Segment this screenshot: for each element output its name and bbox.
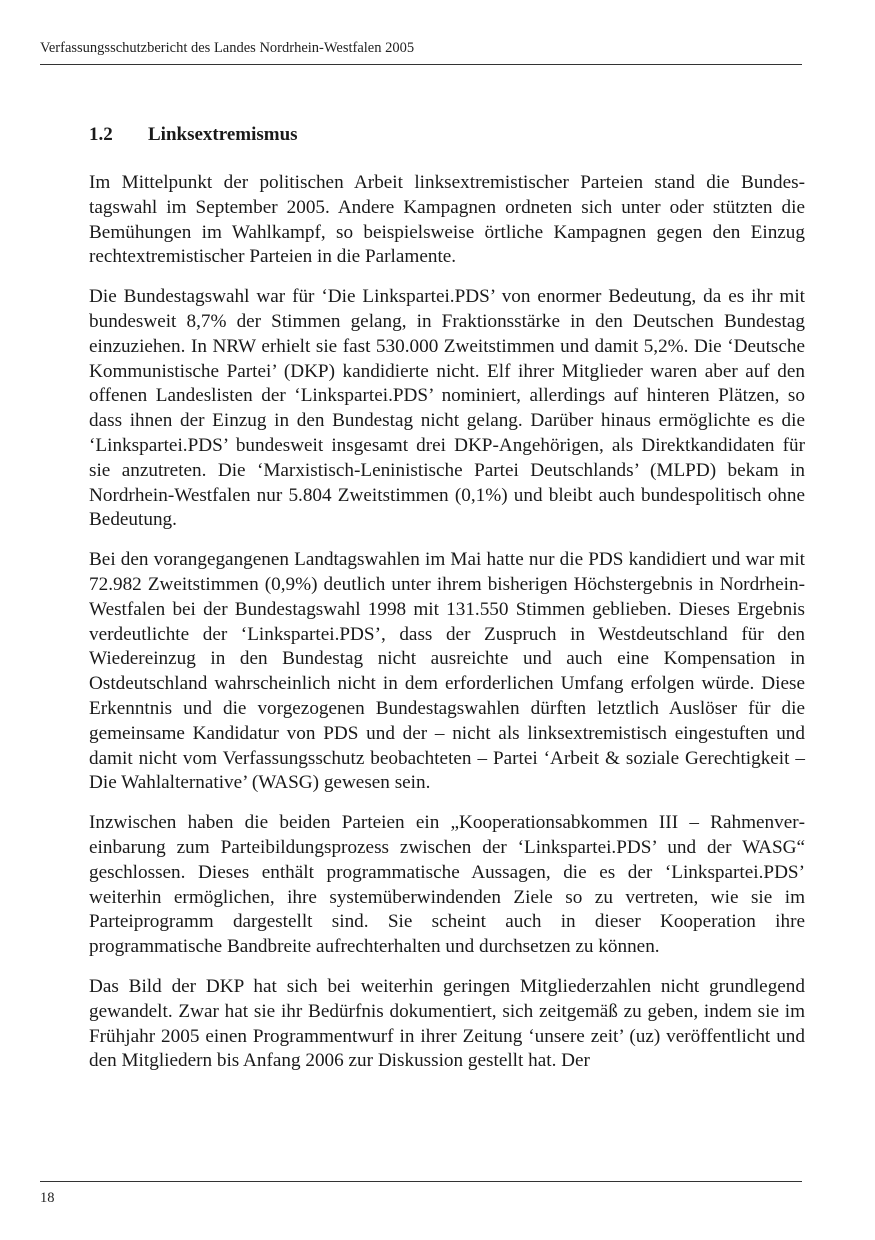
- section-number: 1.2: [89, 124, 113, 145]
- paragraph-cooperation-agreement: Inzwischen haben die beiden Parteien ein „Kooperationsabkommen III – Rahmenvereinbarung zum Parteibildungsprozess zwischen der ‘Linkspartei.PDS’ und der WASG“ geschlossen. Dieses enthält programmatische Aussagen, die es der ‘Linkspartei.PDS’ weiterhin ermöglichen, ihre systemüberwindenden Ziele so zu vertreten, wie sie im Parteiprogramm dargestellt sind. Sie scheint auch in dieser Kooperation ihre programmatische Bandbreite aufrechterhalten und durchsetzen zu können.: [89, 812, 805, 958]
- paragraph-election-campaign: Im Mittelpunkt der politischen Arbeit linksextremistischer Parteien stand die Bundestagswahl im September 2005. Andere Kampagnen ordneten sich unter oder stützten die Bemühungen im Wahlkampf, so beispielsweise örtliche Kampagnen gegen den Einzug rechtextremistischer Parteien in die Parlamente.: [89, 172, 805, 268]
- paragraph-dkp-image: Das Bild der DKP hat sich bei weiterhin geringen Mitgliederzahlen nicht grundlegend gewandelt. Zwar hat sie ihr Bedürfnis dokumentiert, sich zeitgemäß zu geben, indem sie im Frühjahr 2005 einen Programmentwurf in ihrer Zeitung ‘unsere zeit’ (uz) veröffentlicht und den Mitgliedern bis Anfang 2006 zur Diskussion gestellt hat. Der: [89, 975, 805, 1072]
- header-rule: [40, 64, 802, 65]
- paragraph-bundestag-results: Die Bundestagswahl war für ‘Die Linkspartei.PDS’ von enormer Bedeutung, da es ihr mit bundesweit 8,7% der Stimmen gelang, in Fraktionsstärke in den Deutschen Bundestag einzuziehen. In NRW erhielt sie fast 530.000 Zweitstimmen und damit 5,2%. Die ‘Deutsche Kommunistische Partei’ (DKP) kandidierte nicht. Elf ihrer Mitglieder waren aber auf den offenen Landeslisten der ‘Linkspartei.PDS’ nominiert, allerdings auf hinteren Plätzen, so dass ihnen der Einzug in den Bundestag nicht gelang. Darüber hinaus ermöglichte es die ‘Linkspartei.PDS’ bundesweit insgesamt drei DKP-Angehörigen, als Direktkandidaten für sie anzutreten. Die ‘Marxistisch-Leninistische Partei Deutschlands’ (MLPD) bekam in Nordrhein-Westfalen nur 5.804 Zweitstimmen (0,1%) und bleibt auch bundespolitisch ohne Bedeutung.: [89, 286, 805, 531]
- paragraph-landtag-results: Bei den vorangegangenen Landtagswahlen im Mai hatte nur die PDS kandidiert und war mit 72.982 Zweitstimmen (0,9%) deutlich unter ihrem bisherigen Höchstergebnis in Nordrhein-Westfalen bei der Bundestagswahl 1998 mit 131.550 Stimmen geblieben. Dieses Ergebnis verdeutlichte der ‘Linkspartei.PDS’, dass der Zuspruch in Westdeutschland für den Wiedereinzug in den Bundestag nicht ausreichte und auch eine Kompensation in Ostdeutschland wahrscheinlich nicht in dem erforderlichen Umfang erfolgen würde. Diese Erkenntnis und die vorgezogenen Bundestagswahlen dürften letztlich Auslöser für die gemeinsame Kandidatur von PDS und der – nicht als linksextremistisch eingestuften und damit nicht vom Verfassungsschutz beobachteten – Partei ‘Arbeit & soziale Gerechtigkeit – Die Wahlalternative’ (WASG) gewesen sein.: [89, 549, 805, 794]
- footer-rule: [40, 1181, 802, 1182]
- section-heading: [89, 122, 805, 148]
- section-title: Linksextremismus: [148, 124, 298, 145]
- page-content: [89, 122, 805, 1089]
- running-header: Verfassungsschutzbericht des Landes Nordrhein-Westfalen 2005: [40, 40, 415, 56]
- page-number: 18: [40, 1190, 55, 1206]
